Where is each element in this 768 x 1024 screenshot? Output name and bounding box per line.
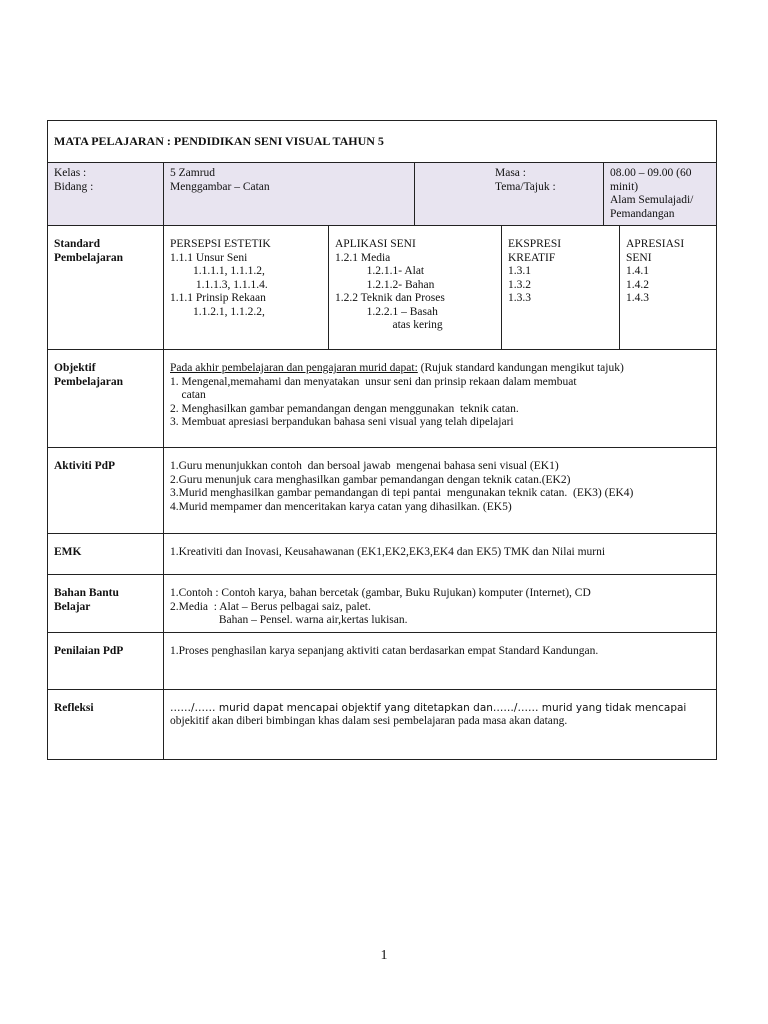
aplikasi-line: atas kering <box>335 319 443 331</box>
bahan-label-line1: Bahan Bantu <box>54 587 119 599</box>
emk-text: 1.Kreativiti dan Inovasi, Keusahawanan (EK1,EK2,EK3,EK4 dan EK5) TMK dan Nilai murni <box>170 546 606 558</box>
standard-label-cell <box>48 226 164 350</box>
refleksi-content-cell <box>164 689 717 759</box>
bahan-label-cell <box>48 575 164 633</box>
lesson-plan-table <box>47 120 717 760</box>
kelas-value: 5 Zamrud <box>170 167 216 179</box>
persepsi-line: 1.1.1 Unsur Seni <box>170 251 248 264</box>
title-cell <box>48 121 717 163</box>
bidang-label: Bidang : <box>54 180 94 193</box>
bahan-item: 2.Media : Alat – Berus pelbagai saiz, palet. <box>170 600 371 613</box>
penilaian-content-cell <box>164 632 717 689</box>
ekspresi-line: 1.3.2 <box>508 278 531 291</box>
objektif-item: catan <box>170 389 206 401</box>
refleksi-label: Refleksi <box>54 701 94 714</box>
penilaian-text: 1.Proses penghasilan karya sepanjang aktiviti catan berdasarkan empat Standard Kandungan. <box>170 644 599 657</box>
persepsi-line: 1.1.1.1, 1.1.1.2, <box>170 265 265 277</box>
standard-label-line1: Standard <box>54 238 101 250</box>
aktiviti-label: Aktiviti PdP <box>54 460 116 472</box>
kelas-bidang-value-cell <box>164 163 415 226</box>
penilaian-label: Penilaian PdP <box>54 644 124 657</box>
masa-tema-label-cell <box>415 163 604 226</box>
objektif-intro-underlined: Pada akhir pembelajaran dan pengajaran murid dapat: <box>170 362 418 374</box>
apresiasi-cell <box>620 226 717 350</box>
aktiviti-item: 1.Guru menunjukkan contoh dan bersoal jawab mengenai bahasa seni visual (EK1) <box>170 460 559 472</box>
masa-value: 08.00 – 09.00 (60 minit) <box>610 167 692 193</box>
bahan-item: Bahan – Pensel. warna air,kertas lukisan. <box>170 614 408 626</box>
aktiviti-item: 2.Guru menunjuk cara menghasilkan gambar pemandangan dengan teknik catan.(EK2) <box>170 473 571 486</box>
page-title: MATA PELAJARAN : PENDIDIKAN SENI VISUAL TAHUN 5 <box>54 133 384 148</box>
aplikasi-line: 1.2.2 Teknik dan Proses <box>335 292 445 304</box>
apresiasi-line: 1.4.2 <box>626 278 649 291</box>
apresiasi-line: 1.4.1 <box>626 265 649 277</box>
ekspresi-line: EKSPRESI <box>508 238 562 250</box>
objektif-intro <box>170 362 710 376</box>
emk-content-cell <box>164 534 717 575</box>
ekspresi-line: KREATIF <box>508 251 556 264</box>
refleksi-line2: objekitif akan diberi bimbingan khas dalam sesi pembelajaran pada masa akan datang. <box>170 715 568 727</box>
objektif-label-line1: Objektif <box>54 362 96 374</box>
standard-label-line2: Pembelajaran <box>54 251 123 264</box>
aktiviti-item: 3.Murid menghasilkan gambar pemandangan di tepi pantai mengunakan teknik catan. (EK3) (EK4) <box>170 487 634 499</box>
ekspresi-line: 1.3.1 <box>508 265 531 277</box>
objektif-label-cell <box>48 350 164 448</box>
persepsi-line: 1.1.1.3, 1.1.1.4. <box>170 278 268 291</box>
aktiviti-label-cell <box>48 448 164 534</box>
persepsi-line: 1.1.2.1, 1.1.2.2, <box>170 305 265 318</box>
tema-value: Alam Semulajadi/ Pemandangan <box>610 194 694 220</box>
kelas-label: Kelas : <box>54 167 87 179</box>
objektif-content-cell <box>164 350 717 448</box>
persepsi-cell <box>164 226 329 350</box>
bahan-item: 1.Contoh : Contoh karya, bahan bercetak (gambar, Buku Rujukan) komputer (Internet), CD <box>170 587 591 599</box>
tema-label: Tema/Tajuk : <box>495 180 556 193</box>
apresiasi-line: APRESIASI <box>626 238 685 250</box>
aktiviti-content-cell <box>164 448 717 534</box>
emk-label: EMK <box>54 546 82 558</box>
apresiasi-line: SENI <box>626 251 652 264</box>
aplikasi-line: APLIKASI SENI <box>335 238 416 250</box>
persepsi-line: PERSEPSI ESTETIK <box>170 238 271 250</box>
kelas-bidang-label-cell <box>48 163 164 226</box>
bidang-value: Menggambar – Catan <box>170 180 270 193</box>
persepsi-line: 1.1.1 Prinsip Rekaan <box>170 292 266 304</box>
aplikasi-line: 1.2.1.2- Bahan <box>335 278 435 291</box>
aplikasi-line: 1.2.1 Media <box>335 251 391 264</box>
bahan-label-line2: Belajar <box>54 600 91 613</box>
aktiviti-item: 4.Murid mempamer dan menceritakan karya catan yang dihasilkan. (EK5) <box>170 500 512 513</box>
objektif-item: 3. Membuat apresiasi berpandukan bahasa seni visual yang telah dipelajari <box>170 416 514 428</box>
page-number: 1 <box>380 948 388 963</box>
objektif-item: 1. Mengenal,memahami dan menyatakan unsur seni dan prinsip rekaan dalam membuat <box>170 375 577 388</box>
objektif-item: 2. Menghasilkan gambar pemandangan dengan menggunakan teknik catan. <box>170 402 519 415</box>
refleksi-line1: ……/…… murid dapat mencapai objektif yang ditetapkan dan……/…… murid yang tidak mencapai <box>170 701 687 714</box>
apresiasi-line: 1.4.3 <box>626 292 649 304</box>
emk-label-cell <box>48 534 164 575</box>
objektif-label-line2: Pembelajaran <box>54 375 123 388</box>
ekspresi-cell <box>502 226 620 350</box>
aplikasi-cell <box>329 226 502 350</box>
aplikasi-line: 1.2.2.1 – Basah <box>335 305 438 318</box>
bahan-content-cell <box>164 575 717 633</box>
ekspresi-line: 1.3.3 <box>508 292 531 304</box>
masa-tema-value-cell <box>604 163 717 226</box>
penilaian-label-cell <box>48 632 164 689</box>
masa-label: Masa : <box>495 167 526 179</box>
refleksi-label-cell <box>48 689 164 759</box>
objektif-intro-rest: (Rujuk standard kandungan mengikut tajuk) <box>417 362 624 374</box>
aplikasi-line: 1.2.1.1- Alat <box>335 265 425 277</box>
